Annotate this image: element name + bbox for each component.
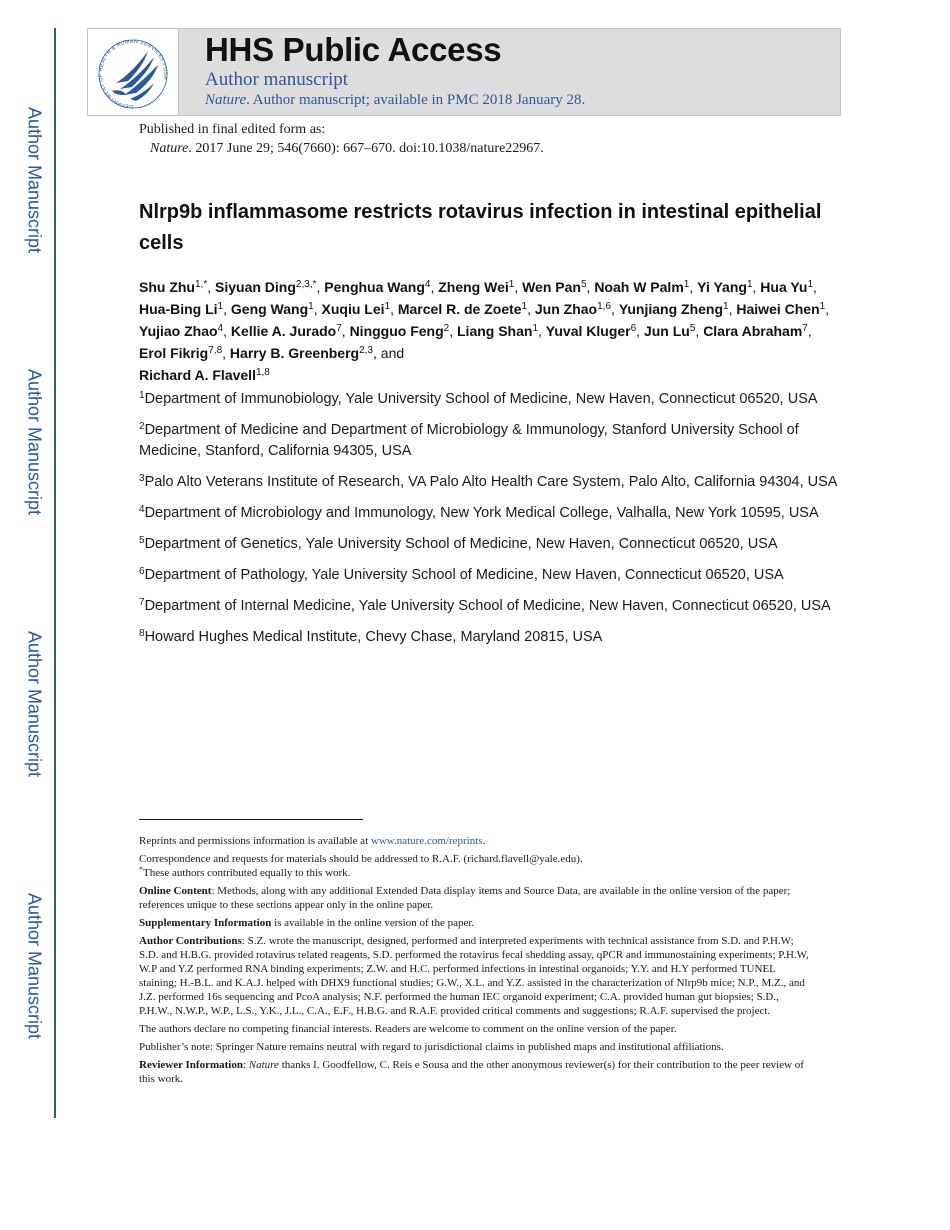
author-affiliation-marker: 1,6 xyxy=(597,301,612,312)
affiliation-number: 2 xyxy=(139,421,145,432)
author-contributions-note: Author Contributions: S.Z. wrote the manuscript, designed, performed and interpreted experiments with technical assistance from S.D. and P.H.W; S.D. and H.B.G. provided rotavirus related reagents, S.D. performed the rotavirus fecal shedding assay, qPCR and immunostaining experiments; P.H.W, W.P and Y.Z performed RNA binding experiments; Z.W. and H.C. performed infections in intestinal organoids; Y.Y. and H.Y performed TUNEL staining; H.-B.L. and K.A.J. helped with DHX9 functional studies; G.W., X.L. and Y.Z. assisted in the characterization of Nlrp9b mice; N.P., M.Z., and J.Z. performed 16s sequencing and PcoA analysis; N.F. performed the human IEC organoid experiment; C.A. provided human gut biopsies; S.D., P.H.W., N.W.P., W.P., L.S., Y.K., J.L., C.A., E.F., H.B.G. and R.A.F. provided critical comments and suggestions; R.A.F. supervised the project. xyxy=(139,935,809,1017)
published-label: Published in final edited form as: xyxy=(139,122,326,137)
affiliation-text: Department of Pathology, Yale University School of Medicine, New Haven, Connecticut 06520, USA xyxy=(144,567,784,583)
author-affiliation-marker: 7,8 xyxy=(208,345,223,356)
author-name: Hua Yu xyxy=(760,279,808,295)
affiliation-item xyxy=(139,503,839,524)
availability-text: . Author manuscript; available in PMC 2018 January 28. xyxy=(246,92,586,108)
affiliation-item xyxy=(139,565,839,586)
author-affiliation-marker: 2,3 xyxy=(359,345,373,356)
author-affiliation-marker: 1 xyxy=(723,301,729,312)
author-name: Kellie A. Jurado xyxy=(230,323,337,339)
author-affiliation-marker: 4 xyxy=(424,279,431,290)
affiliation-text: Department of Medicine and Department of Microbiology & Immunology, Stanford University School of Medicine, Stanford, California 94305, USA xyxy=(139,422,799,459)
author-name: Erol Fikrig xyxy=(139,345,209,361)
supplementary-note: Supplementary Information is available in the online version of the paper. xyxy=(139,917,475,929)
footnote-divider xyxy=(139,819,363,820)
author-affiliation-marker: 1,8 xyxy=(255,367,270,378)
hhs-public-access-title: HHS Public Access xyxy=(205,31,502,68)
affiliation-number: 7 xyxy=(139,597,145,608)
affiliation-number: 6 xyxy=(139,566,145,577)
publisher-note: Publisher’s note: Springer Nature remains neutral with regard to jurisdictional claims in published maps and institutional affiliations. xyxy=(139,1041,724,1053)
affiliation-number: 4 xyxy=(139,504,145,515)
author-name: Wen Pan xyxy=(522,279,581,295)
author-affiliation-marker: 1 xyxy=(384,301,391,312)
author-name: Yuval Kluger xyxy=(545,323,631,339)
author-affiliation-marker: 7 xyxy=(802,323,808,334)
equal-contribution-note: *These authors contributed equally to this work. xyxy=(139,865,351,879)
author-name: Jun Lu xyxy=(643,323,690,339)
affiliation-text: Department of Immunobiology, Yale University School of Medicine, New Haven, Connecticut 06520, USA xyxy=(144,391,818,407)
affiliation-text: Department of Internal Medicine, Yale University School of Medicine, New Haven, Connecticut 06520, USA xyxy=(144,598,831,614)
hhs-header xyxy=(87,28,841,116)
side-label-3: Author Manuscript xyxy=(24,630,45,778)
footnotes xyxy=(139,834,811,1090)
author-affiliation-marker: 2,3,* xyxy=(295,279,317,290)
author-affiliation-marker: 2 xyxy=(443,323,450,334)
author-affiliation-marker: 5 xyxy=(689,323,696,334)
affiliation-item xyxy=(139,627,839,648)
affiliation-text: Department of Microbiology and Immunology, New York Medical College, Valhalla, New York 10595, USA xyxy=(144,505,819,521)
author-affiliation-marker: 5 xyxy=(580,279,587,290)
left-rail-line xyxy=(54,28,56,1118)
author-name: Geng Wang xyxy=(230,301,309,317)
svg-text:DEPARTMENT OF HEALTH & HUMAN S: DEPARTMENT OF HEALTH & HUMAN SERVICES • USA xyxy=(97,38,169,110)
author-name: Ningguo Feng xyxy=(349,323,444,339)
author-affiliation-marker: 1 xyxy=(508,279,515,290)
competing-interests-note: The authors declare no competing financial interests. Readers are welcome to comment on the online version of the paper. xyxy=(139,1023,677,1035)
author-affiliation-marker: 1,* xyxy=(195,279,208,290)
hhs-eagle-seal-icon xyxy=(88,29,178,115)
side-label-2: Author Manuscript xyxy=(24,368,45,516)
author-affiliation-marker: 1 xyxy=(532,323,539,334)
author-name: Jun Zhao xyxy=(534,301,598,317)
article-title: Nlrp9b inflammasome restricts rotavirus infection in intestinal epithelial cells xyxy=(139,201,822,254)
author-list-and: and xyxy=(380,345,405,361)
author-name: Hua-Bing Li xyxy=(139,301,218,317)
author-name: Zheng Wei xyxy=(438,279,509,295)
reprints-link[interactable]: www.nature.com/reprints xyxy=(370,835,483,847)
affiliation-item xyxy=(139,472,839,493)
journal-name: Nature xyxy=(205,92,247,108)
side-label-1: Author Manuscript xyxy=(24,106,45,254)
author-name: Clara Abraham xyxy=(703,323,803,339)
citation-journal: Nature xyxy=(150,141,189,156)
affiliation-item xyxy=(139,534,839,555)
author-name: Yunjiang Zheng xyxy=(618,301,724,317)
author-name: Marcel R. de Zoete xyxy=(397,301,522,317)
author-affiliation-marker: 1 xyxy=(819,301,826,312)
author-name: Harry B. Greenberg xyxy=(229,345,360,361)
affiliation-number: 1 xyxy=(139,390,145,401)
author-name: Liang Shan xyxy=(457,323,533,339)
author-affiliation-marker: 1 xyxy=(521,301,528,312)
affiliation-text: Howard Hughes Medical Institute, Chevy Chase, Maryland 20815, USA xyxy=(144,629,603,645)
affiliation-item xyxy=(139,420,839,462)
author-name: Haiwei Chen xyxy=(736,301,820,317)
author-name: Siyuan Ding xyxy=(215,279,296,295)
author-affiliation-marker: 7 xyxy=(336,323,342,334)
author-name: Penghua Wang xyxy=(324,279,425,295)
author-affiliation-marker: 1 xyxy=(683,279,690,290)
availability-line xyxy=(205,92,585,109)
affiliation-text: Department of Genetics, Yale University School of Medicine, New Haven, Connecticut 06520, USA xyxy=(144,536,778,552)
hhs-logo xyxy=(88,29,179,115)
affiliation-number: 8 xyxy=(139,628,145,639)
correspondence-note: Correspondence and requests for materials should be addressed to R.A.F. (richard.flavell@yale.edu). xyxy=(139,853,583,865)
affiliation-item xyxy=(139,596,839,617)
author-name: Xuqiu Lei xyxy=(321,301,385,317)
author-affiliation-marker: 1 xyxy=(807,279,814,290)
author-affiliation-marker: 4 xyxy=(217,323,224,334)
reprints-note: Reprints and permissions information is available at www.nature.com/reprints. xyxy=(139,835,486,847)
reviewer-information-note: Reviewer Information: Nature thanks I. Goodfellow, C. Reis e Sousa and the other anonymous reviewer(s) for their contribution to the peer review of this work. xyxy=(139,1059,804,1085)
author-affiliation-marker: 1 xyxy=(308,301,314,312)
affiliation-number: 3 xyxy=(139,473,145,484)
author-name: Richard A. Flavell xyxy=(139,367,256,383)
publication-citation xyxy=(150,141,544,157)
online-content-note: Online Content: Methods, along with any additional Extended Data display items and Source Data, are available in the online version of the paper; references unique to these sections appear only in the online paper. xyxy=(139,885,791,911)
affiliation-number: 5 xyxy=(139,535,145,546)
affiliation-item xyxy=(139,389,839,410)
affiliation-text: Palo Alto Veterans Institute of Research, VA Palo Alto Health Care System, Palo Alto, California 94304, USA xyxy=(144,474,838,490)
author-name: Noah W Palm xyxy=(594,279,684,295)
author-name: Yi Yang xyxy=(697,279,747,295)
author-name: Yujiao Zhao xyxy=(139,323,218,339)
author-manuscript-label: Author manuscript xyxy=(205,69,349,90)
citation-details: . 2017 June 29; 546(7660): 667–670. doi:10.1038/nature22967. xyxy=(188,141,544,156)
author-affiliation-marker: 1 xyxy=(217,301,224,312)
author-list: Shu Zhu$^{1,*}$, Siyuan Ding$^{2,3,*}$, Penghua Wang$^4$, Zheng Wei$^1$, Wen Pan$^5$, Noah W Palm$^1$, Yi Yang$^1$, Hua Yu$^1$, Hua-Bing Li$^1$, Geng Wang$^1$, Xuqiu Lei$^1$, Marcel R. de Zoete$^1$, Jun Zhao$^{1,6}$, Yunjiang Zheng$^1$, Haiwei Chen$^1$, Yujiao Zhao$^4$, Kellie A. Jurado$^7$, Ningguo Feng$^2$, Liang Shan$^1$, Yuval Kluger$^6$, Jun Lu$^5$, Clara Abraham$^7$, Erol Fikrig$^{7,8}$, Harry B. Greenberg$^{2,3}$, and Richard A. Flavell$^{1,8}$ xyxy=(139,279,830,383)
author-affiliation-marker: 1 xyxy=(746,279,753,290)
affiliation-list xyxy=(139,389,839,658)
author-name: Shu Zhu xyxy=(139,279,195,295)
author-affiliation-marker: 6 xyxy=(630,323,637,334)
side-label-4: Author Manuscript xyxy=(24,892,45,1040)
